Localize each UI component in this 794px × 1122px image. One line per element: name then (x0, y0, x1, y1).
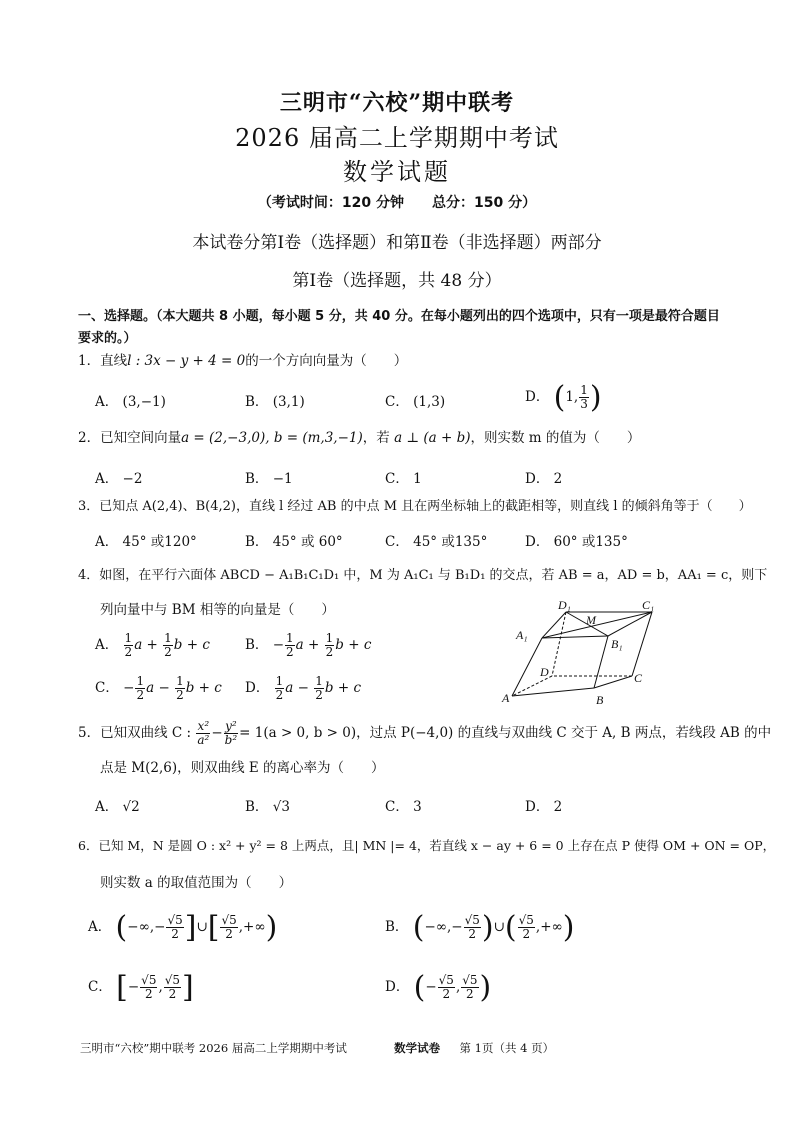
question-4-stem-line1: 4．如图，在平行六面体 ABCD − A₁B₁C₁D₁ 中，M 为 A₁C₁ 与 B₁D₁ 的交点，若 AB = a，AD = b，AA₁ = c，则下 (78, 568, 768, 583)
question-3-stem: 3．已知点 A(2,4)、B(4,2)，直线 l 经过 AB 的中点 M 且在两坐标轴上的截距相等，则直线 l 的倾斜角等于（ ） (78, 499, 752, 514)
diagonal-a1-c1 (542, 612, 652, 638)
edge-a-b (512, 688, 594, 696)
page-footer (80, 1040, 720, 1056)
q6-option-b: B． (−∞,− $\frac{√5}{2}$ )∪( $\frac{√5}{2}$ ,+∞) (385, 910, 575, 945)
edge-a1-a (512, 638, 542, 696)
footer-page-number: 第 1页（共 4 页） (459, 1041, 555, 1055)
q1-option-c: C． (1,3) (385, 394, 446, 410)
section-heading: 一、选择题。（本大题共 8 小题，每小题 5 分，共 40 分。在每小题列出的四个选项中，只有一项是最符合题目要求的。） (78, 309, 720, 346)
q6-option-d: D． (− $\frac{√5}{2}$ , $\frac{√5}{2}$ ) (385, 970, 492, 1005)
q5-option-d: D． 2 (525, 799, 563, 815)
edge-a1-d1 (542, 612, 566, 638)
edge-d1-d-hidden (552, 612, 566, 676)
q2-option-b: B． −1 (245, 471, 293, 487)
q1-option-d: D． (1, $\frac{1}{3}$ ) (525, 380, 602, 415)
label-c: C (634, 671, 643, 685)
label-d: D (540, 665, 549, 679)
q5-option-b: B． √3 (245, 799, 290, 815)
footer-subject: 数学试卷 (394, 1041, 441, 1055)
question-6-stem-line2: 则实数 a 的取值范围为（ ） (100, 875, 293, 891)
question-1-stem: 1．直线l : 3x − y + 4 = 0的一个方向向量为（ ） (78, 353, 408, 369)
edge-b1-a1 (542, 636, 608, 638)
label-m: M (586, 613, 596, 627)
q4-option-d: D． $\frac{1}{2}$ a − $\frac{1}{2}$ b + c (245, 674, 361, 702)
q6-option-a: A． (−∞,− $\frac{√5}{2}$ ]∪[ $\frac{√5}{2}$ ,+∞) (88, 910, 278, 945)
q1-option-a: A． (3,−1) (95, 394, 166, 410)
footer-exam-name: 三明市“六校”期中联考 2026 届高二上学期期中考试 (80, 1041, 347, 1055)
question-2-stem: 2．已知空间向量a = (2,−3,0), b = (m,3,−1)，若 a ⊥ (a + b)，则实数 m 的值为（ ） (78, 430, 641, 446)
q3-option-b: B． 45° 或 60° (245, 534, 343, 550)
q2-option-d: D． 2 (525, 471, 563, 487)
label-c1: C₁ (642, 598, 655, 612)
exam-info: （考试时间：120 分钟 总分：150 分） (257, 195, 537, 211)
exam-title: 2026 届高二上学期期中考试 (235, 124, 559, 152)
edge-b-c (594, 676, 632, 688)
exam-series-title: 三明市“六校”期中联考 (279, 90, 515, 116)
q3-option-d: D． 60° 或135° (525, 534, 628, 550)
label-a: A (502, 691, 510, 705)
q1-option-b: B． (3,1) (245, 394, 305, 410)
q5-option-c: C． 3 (385, 799, 422, 815)
q4-option-b: B． − $\frac{1}{2}$ a + $\frac{1}{2}$ b + c (245, 631, 372, 659)
edge-b1-b (594, 636, 608, 688)
q2-option-a: A． −2 (95, 471, 143, 487)
q3-option-c: C． 45° 或135° (385, 534, 488, 550)
subject-title: 数学试题 (343, 158, 451, 186)
q6-option-c: C． [− $\frac{√5}{2}$ , $\frac{√5}{2}$ ] (88, 970, 194, 1005)
question-5-stem-line1: 5．已知双曲线 C : $\frac{\text{x²}}{\text{a²}}$ − $\frac{\text{y²}}{\text{b²}}$ = 1(a > 0, b > 0)，过点 P(−4,0) 的直线与双曲线 C 交于 A, B 两点，若线段 AB 的中 (78, 719, 772, 747)
label-b1: B₁ (611, 637, 623, 651)
q3-option-a: A． 45° 或120° (95, 534, 197, 550)
q4-option-c: C． − $\frac{1}{2}$ a − $\frac{1}{2}$ b + c (95, 674, 222, 702)
volume-heading: 第Ⅰ卷（选择题，共 48 分） (292, 271, 502, 291)
parallelepiped-figure (500, 596, 680, 708)
label-d1: D₁ (558, 598, 571, 612)
label-a1: A₁ (516, 628, 528, 642)
q5-option-a: A． √2 (95, 799, 140, 815)
q4-option-a: A． $\frac{1}{2}$ a + $\frac{1}{2}$ b + c (95, 631, 210, 659)
paper-structure-note: 本试卷分第Ⅰ卷（选择题）和第Ⅱ卷（非选择题）两部分 (192, 233, 602, 253)
question-4-stem-line2: 列向量中与 BM 相等的向量是（ ） (100, 602, 335, 618)
q2-option-c: C． 1 (385, 471, 422, 487)
question-5-stem-line2: 点是 M(2,6)，则双曲线 E 的离心率为（ ） (100, 760, 385, 776)
label-b: B (596, 693, 604, 707)
question-6-stem-line1: 6．已知 M，N 是圆 O : x² + y² = 8 上两点，且| MN |= 4，若直线 x − ay + 6 = 0 上存在点 P 使得 OM + ON = OP， (78, 838, 776, 853)
